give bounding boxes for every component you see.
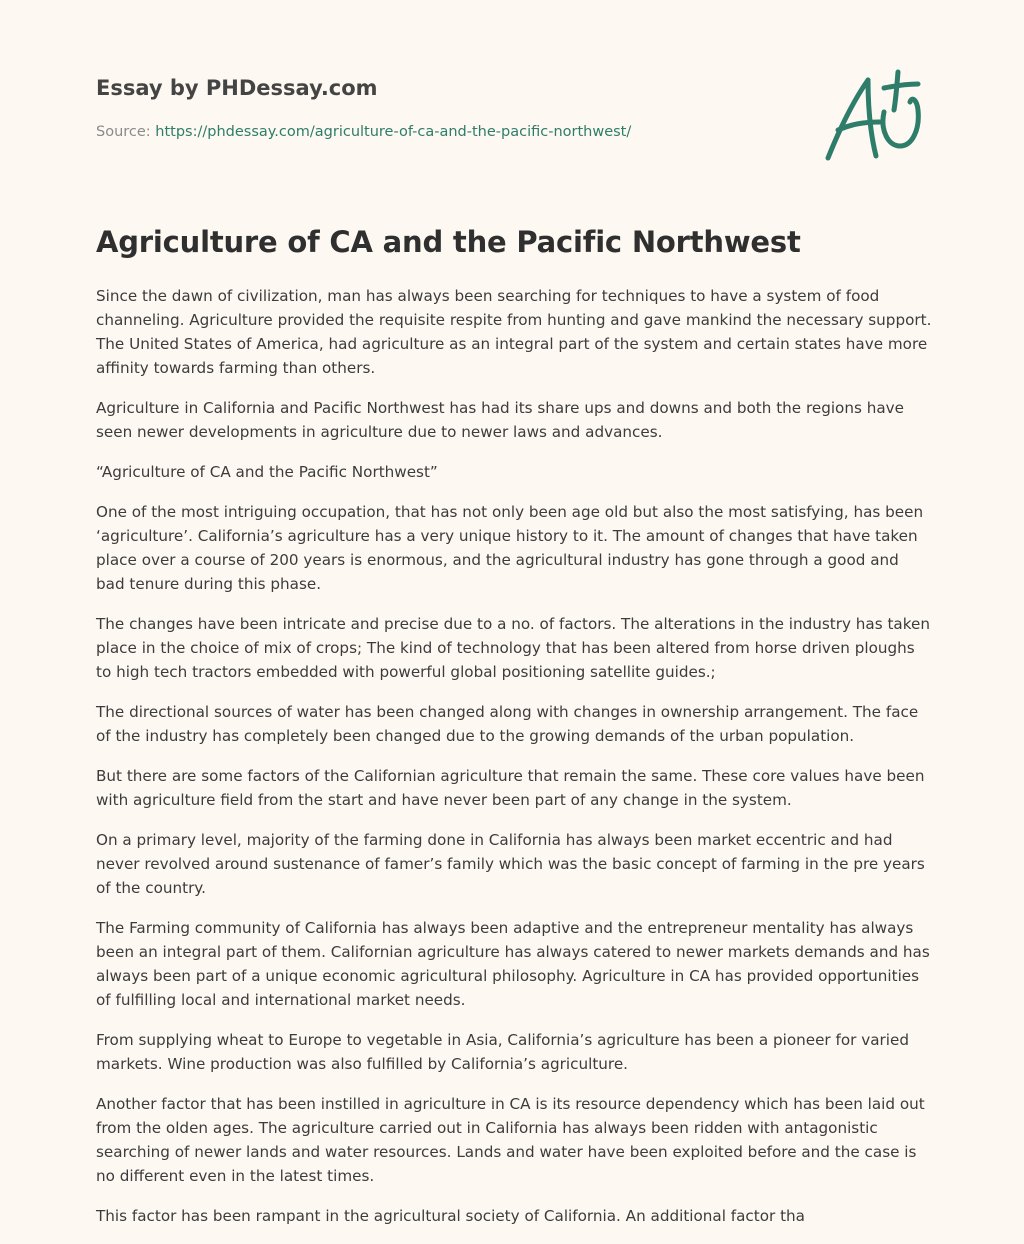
- essay-paragraph: On a primary level, majority of the farming done in California has always been market eccentric and had never revolved around sustenance of famer’s family which was the basic concept of farming in the pre years of the country.: [96, 831, 925, 897]
- a-plus-logo-icon: [818, 66, 930, 166]
- essay-paragraph: From supplying wheat to Europe to vegetable in Asia, California’s agriculture has been a pioneer for varied markets. Wine production was also fulfilled by California’s agriculture.: [96, 1031, 909, 1073]
- essay-paragraph: “Agriculture of CA and the Pacific Northwest”: [96, 463, 438, 481]
- essay-body: [96, 284, 932, 1244]
- essay-paragraph: Another factor that has been instilled in agriculture in CA is its resource dependency which has been laid out from the olden ages. The agriculture carried out in California has always been ridden with antagonistic searching of newer lands and water resources. Lands and water have been exploited before and the case is no different even in the latest times.: [96, 1095, 925, 1185]
- essay-paragraph: The changes have been intricate and precise due to a no. of factors. The alterations in the industry has taken place in the choice of mix of crops; The kind of technology that has been altered from horse driven ploughs to high tech tractors embedded with powerful global positioning satellite guides.;: [96, 615, 930, 681]
- essay-paragraph: This factor has been rampant in the agricultural society of California. An additional factor tha: [96, 1207, 805, 1225]
- essay-paragraph: The directional sources of water has been changed along with changes in ownership arrangement. The face of the industry has completely been changed due to the growing demands of the urban population.: [96, 703, 919, 745]
- essay-paragraph: One of the most intriguing occupation, that has not only been age old but also the most satisfying, has been ‘agriculture’. California’s agriculture has a very unique history to it. The amount of changes that have taken place over a course of 200 years is enormous, and the agricultural industry has gone through a good and bad tenure during this phase.: [96, 503, 924, 593]
- source-line: [96, 124, 631, 140]
- essay-paragraph: But there are some factors of the Californian agriculture that remain the same. These core values have been with agriculture field from the start and have never been part of any change in the system.: [96, 767, 925, 809]
- essay-paragraph: The Farming community of California has always been adaptive and the entrepreneur mentality has always been an integral part of them. Californian agriculture has always catered to newer markets demands and has always been part of a unique economic agricultural philosophy. Agriculture in CA has provided opportunities of fulfilling local and international market needs.: [96, 919, 930, 1009]
- source-link[interactable]: https://phdessay.com/agriculture-of-ca-and-the-pacific-northwest/: [155, 124, 632, 140]
- essay-paragraph: Since the dawn of civilization, man has always been searching for techniques to have a system of food channeling. Agriculture provided the requisite respite from hunting and gave mankind the necessary support. The United States of America, had agriculture as an integral part of the system and certain states have more affinity towards farming than others.: [96, 287, 932, 377]
- source-label: Source:: [96, 124, 151, 140]
- essay-paragraph: Agriculture in California and Pacific Northwest has had its share ups and downs and both the regions have seen newer developments in agriculture due to newer laws and advances.: [96, 399, 904, 441]
- essay-title: Agriculture of CA and the Pacific Northwest: [96, 225, 801, 259]
- site-brand: Essay by PHDessay.com: [96, 76, 378, 100]
